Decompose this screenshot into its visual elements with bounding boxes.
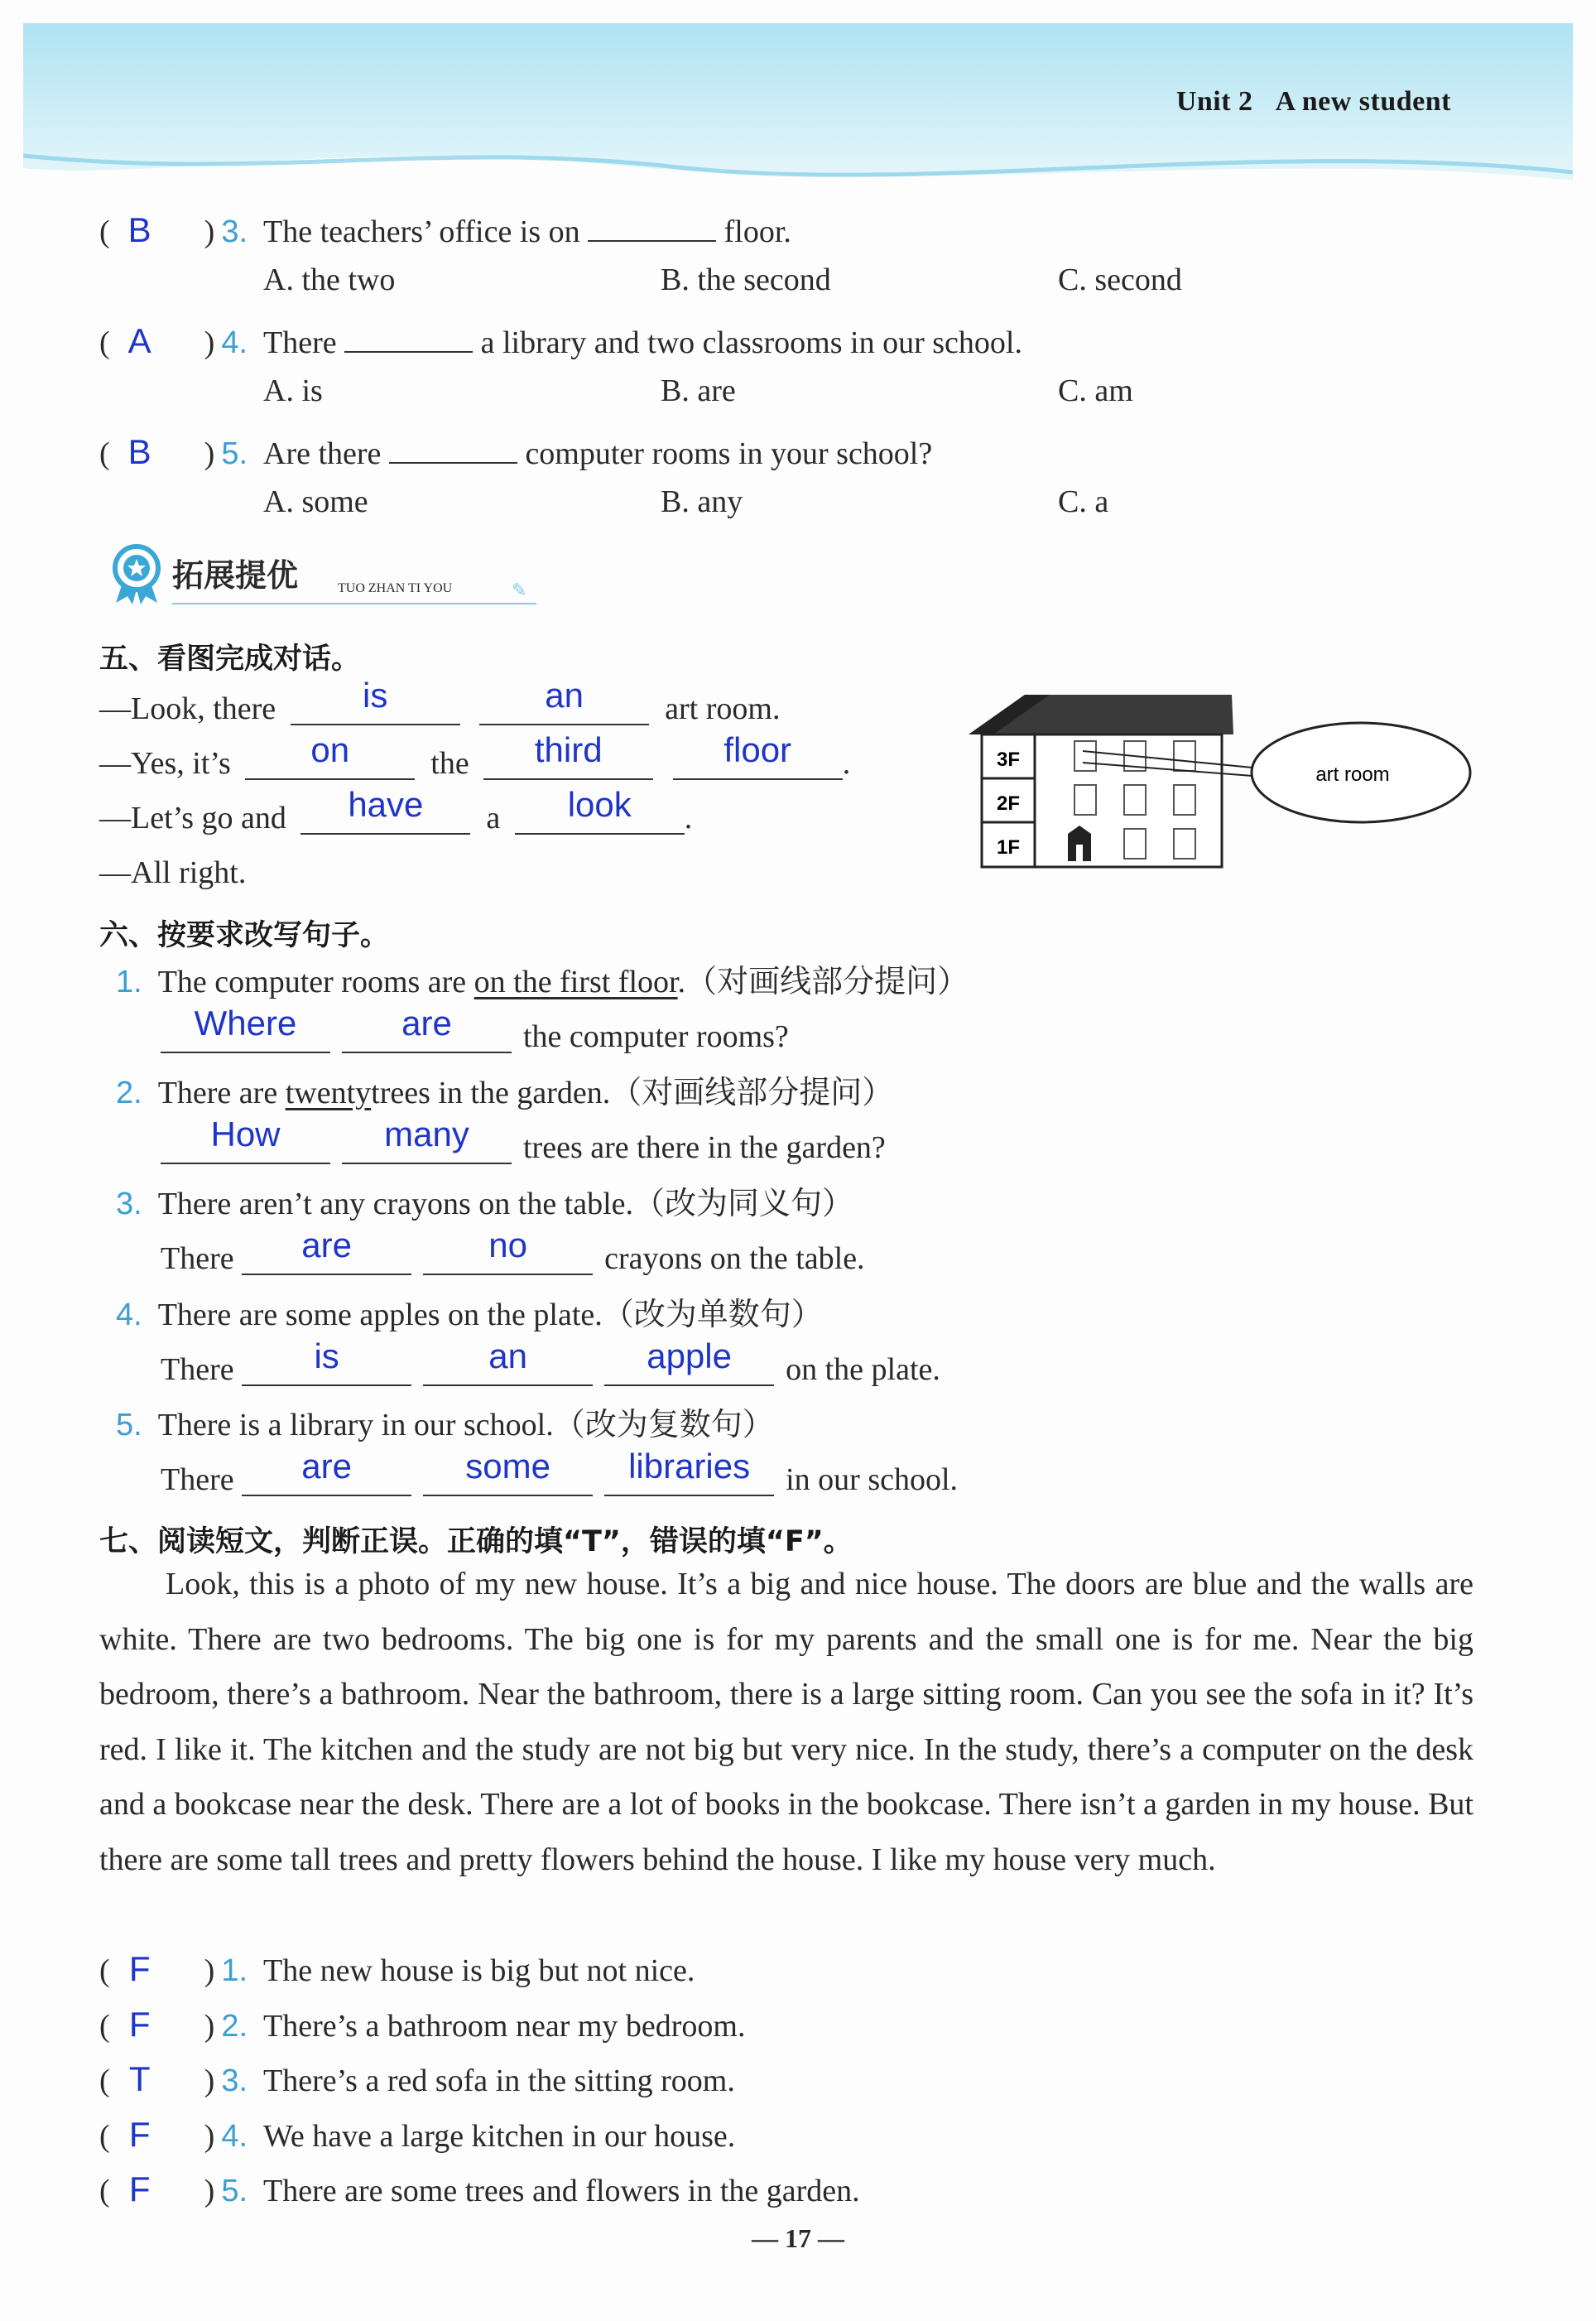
answer-blank[interactable]: an: [479, 691, 649, 725]
answer-mark[interactable]: F: [128, 2169, 151, 2208]
rewrite-question: 2. There are twentytrees in the garden.（对画线部分提问）: [116, 1076, 894, 1110]
answer-blank[interactable]: on: [245, 745, 415, 780]
answer-mark[interactable]: B: [127, 210, 151, 249]
answer-blank[interactable]: look: [515, 800, 685, 835]
question-number: 3.: [221, 214, 248, 249]
question-number: 2.: [116, 1076, 142, 1110]
rewrite-answer-line: There are some libraries in our school.: [161, 1447, 959, 1497]
answer-blank[interactable]: Where: [161, 1018, 330, 1053]
dialog-line-1: —Look, there is an art room.: [99, 676, 781, 726]
rewrite-answer-line: There are no crayons on the table.: [161, 1226, 865, 1276]
answer-blank[interactable]: apple: [604, 1351, 774, 1386]
rewrite-answer-line: Where are the computer rooms?: [161, 1017, 789, 1057]
question-number: 5.: [221, 2174, 248, 2208]
answer-blank[interactable]: third: [483, 745, 653, 780]
answer-blank[interactable]: [344, 318, 473, 353]
true-false-item: ( F ) 1. The new house is big but not nice.: [99, 1949, 695, 1988]
question-number: 2.: [221, 2008, 248, 2044]
answer-blank[interactable]: many: [342, 1129, 512, 1164]
floor-label: 1F: [996, 836, 1021, 859]
floor-label: 2F: [996, 792, 1021, 815]
question-number: 4.: [221, 2118, 248, 2154]
answer-blank[interactable]: is: [242, 1351, 411, 1386]
choice-option[interactable]: B. any: [661, 484, 743, 519]
choice-question: ( A ) 4. There a library and two classrooms in our school.: [99, 318, 1022, 363]
answer-mark[interactable]: F: [128, 2004, 151, 2044]
answer-blank[interactable]: [389, 429, 517, 464]
choice-option[interactable]: A. the two: [263, 262, 396, 297]
section7-title: 七、阅读短文，判断正误。正确的填“T”，错误的填“F”。: [99, 1525, 853, 1558]
bubble-label: art room: [1315, 763, 1390, 786]
dialog-line-3: —Let’s go and have a look .: [99, 785, 693, 835]
true-false-item: ( T ) 3. There’s a red sofa in the sitting room.: [99, 2059, 735, 2098]
choice-option[interactable]: A. some: [263, 484, 368, 519]
answer-blank[interactable]: some: [423, 1461, 593, 1496]
answer-mark[interactable]: F: [128, 2114, 151, 2154]
rewrite-question: 3. There aren’t any crayons on the table.（改为同义句）: [116, 1187, 854, 1221]
choice-option[interactable]: B. the second: [661, 262, 831, 297]
dialog-line-4: —All right.: [99, 855, 247, 890]
rewrite-question: 1. The computer rooms are on the first floor.（对画线部分提问）: [116, 965, 969, 999]
question-number: 3.: [221, 2063, 248, 2098]
rewrite-answer-line: How many trees are there in the garden?: [161, 1128, 886, 1168]
banner-underline: [172, 601, 536, 606]
answer-blank[interactable]: no: [423, 1240, 593, 1275]
answer-blank[interactable]: are: [242, 1240, 411, 1275]
question-number: 5.: [221, 436, 248, 471]
answer-blank[interactable]: is: [291, 691, 460, 725]
answer-mark[interactable]: A: [127, 321, 151, 360]
choice-option[interactable]: B. are: [661, 373, 736, 408]
reading-passage: Look, this is a photo of my new house. It’s a big and nice house. The doors are blue and the walls are white. There are two bedrooms. The big one is for my parents and the small one is for me. Near the big bedroom, there’s a bathroom. Near the bathroom, there is a large sitting room. Can you see the sofa in it? It’s red. I like it. The kitchen and the study are not big but very nice. In the study, there’s a computer on the desk and a bookcase near the desk. There are a lot of books in the bookcase. There isn’t a garden in my house. But there are some tall trees and pretty flowers behind the house. I like my house very much.: [99, 1567, 1473, 1877]
section6-title: 六、按要求改写句子。: [99, 919, 390, 952]
question-number: 4.: [221, 325, 248, 360]
medal-star-icon: [108, 543, 166, 605]
banner-pinyin: TUO ZHAN TI YOU: [338, 581, 453, 595]
answer-blank[interactable]: are: [242, 1461, 411, 1496]
true-false-item: ( F ) 5. There are some trees and flowers in the garden.: [99, 2169, 860, 2208]
answer-blank[interactable]: are: [342, 1018, 512, 1053]
section5-title: 五、看图完成对话。: [99, 643, 361, 676]
choice-option[interactable]: A. is: [263, 373, 323, 408]
choice-option[interactable]: C. am: [1058, 373, 1133, 408]
underlined-part: twenty: [285, 1076, 372, 1110]
rewrite-question: 5. There is a library in our school.（改为复数句）: [116, 1408, 774, 1442]
question-number: 4.: [116, 1298, 142, 1332]
dialog-line-2: —Yes, it’s on the third floor .: [99, 730, 851, 781]
answer-blank[interactable]: floor: [673, 745, 843, 780]
choice-option[interactable]: C. second: [1058, 262, 1182, 297]
answer-blank[interactable]: How: [161, 1129, 330, 1164]
choice-option[interactable]: C. a: [1058, 484, 1109, 519]
building-figure: [967, 691, 1473, 869]
question-number: 5.: [116, 1408, 142, 1442]
answer-blank[interactable]: libraries: [604, 1461, 774, 1496]
floor-label: 3F: [996, 749, 1021, 771]
answer-mark[interactable]: B: [127, 432, 151, 471]
rewrite-answer-line: There is an apple on the plate.: [161, 1336, 940, 1387]
extension-banner: [108, 543, 538, 605]
answer-blank[interactable]: [588, 207, 716, 242]
question-number: 1.: [221, 1953, 248, 1988]
answer-mark[interactable]: F: [128, 1949, 151, 1988]
question-number: 1.: [116, 965, 142, 999]
answer-blank[interactable]: have: [300, 800, 470, 835]
underlined-part: on the first floor: [474, 965, 678, 999]
page-number: — 17 —: [752, 2223, 844, 2253]
choice-question: ( B ) 3. The teachers’ office is on floor.: [99, 207, 791, 252]
true-false-item: ( F ) 2. There’s a bathroom near my bedroom.: [99, 2004, 746, 2044]
banner-title: 拓展提优: [172, 557, 299, 594]
rewrite-question: 4. There are some apples on the plate.（改为单数句）: [116, 1298, 823, 1332]
answer-blank[interactable]: an: [423, 1351, 593, 1386]
choice-question: ( B ) 5. Are there computer rooms in your school?: [99, 429, 932, 474]
pencil-icon: ✎: [512, 580, 527, 600]
answer-mark[interactable]: T: [128, 2059, 151, 2098]
unit-title: Unit 2 A new student: [1175, 86, 1451, 117]
question-number: 3.: [116, 1187, 142, 1221]
true-false-item: ( F ) 4. We have a large kitchen in our house.: [99, 2114, 736, 2154]
